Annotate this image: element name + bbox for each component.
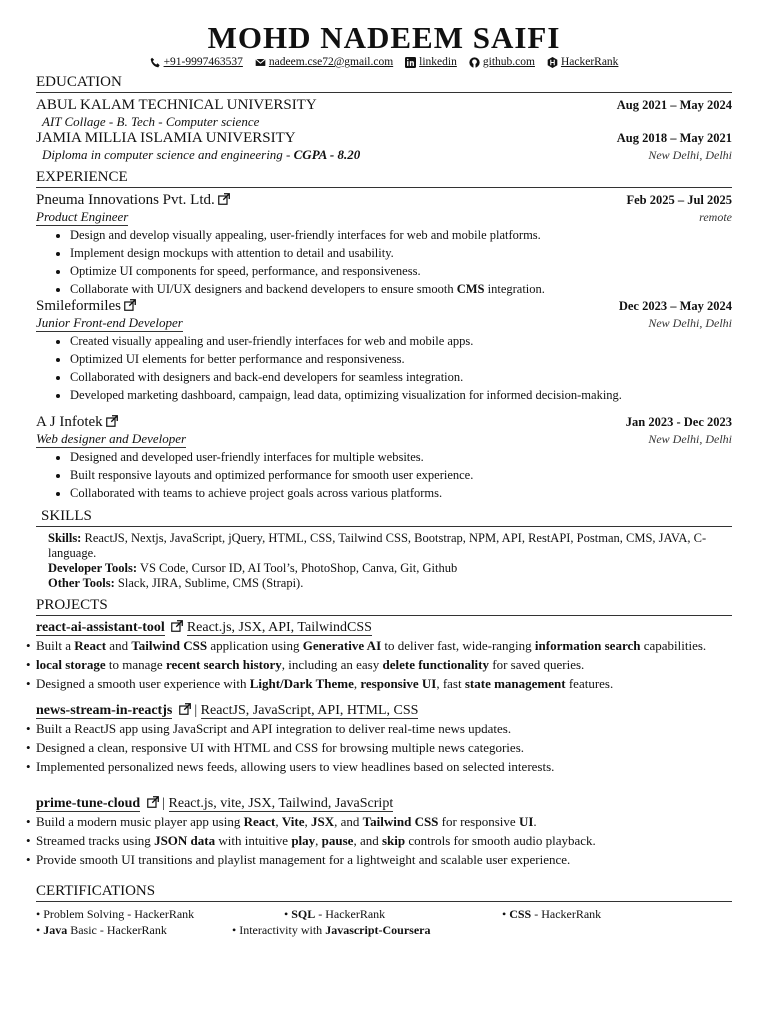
t: to manage: [105, 657, 166, 672]
exp-company-name: A J Infotek: [36, 414, 103, 430]
list-item: • Designed and developed user-friendly interfaces for multiple websites.: [70, 448, 732, 466]
list-item: • Designed a clean, responsive UI with HTML and CSS for browsing multiple news categories.: [26, 738, 732, 757]
b: Java: [43, 923, 68, 937]
b: Generative AI: [302, 638, 382, 653]
edu-institution: ABUL KALAM TECHNICAL UNIVERSITY: [36, 97, 317, 113]
hackerrank-link[interactable]: HackerRank: [560, 56, 619, 68]
resume-page: [36, 20, 732, 938]
contact-phone[interactable]: [150, 56, 243, 68]
t: ,: [315, 833, 322, 848]
phone-link[interactable]: +91-9997463537: [163, 56, 243, 68]
email-link[interactable]: nadeem.cse72@gmail.com: [268, 56, 394, 68]
list-item: • Created visually appealing and user-friendly interfaces for web and mobile apps.: [70, 332, 732, 350]
list-item: [26, 812, 732, 831]
list-item: • Collaborated with designers and back-end developers for seamless integration.: [70, 368, 732, 386]
t: Interactivity with: [239, 923, 326, 937]
t: , including an easy: [281, 657, 383, 672]
external-link-icon[interactable]: [106, 415, 118, 427]
phone-icon: [150, 57, 161, 68]
list-item: • Collaborated with teams to achieve project goals across various platforms.: [70, 484, 732, 502]
exp-location: New Delhi, Delhi: [648, 316, 732, 330]
t: features.: [565, 676, 614, 691]
experience-heading: EXPERIENCE: [36, 169, 732, 188]
edu-row-1: [36, 97, 732, 114]
external-link-icon[interactable]: [124, 299, 136, 311]
t: Build a modern music player app using: [36, 814, 244, 829]
exp-company[interactable]: [36, 414, 118, 431]
edu-dates: Aug 2021 – May 2024: [616, 98, 732, 112]
b: JSON data: [154, 833, 216, 848]
b: Light/Dark Theme: [249, 676, 354, 691]
hackerrank-icon: [547, 57, 558, 68]
b: recent search history: [165, 657, 282, 672]
t: ,: [275, 814, 282, 829]
external-link-icon[interactable]: [218, 193, 230, 205]
exp-role: Product Engineer: [36, 209, 129, 224]
contact-linkedin[interactable]: [405, 56, 457, 68]
edu-cgpa: CGPA - 8.20: [293, 147, 361, 162]
b: JSX: [311, 814, 335, 829]
list-item: [26, 674, 732, 693]
b: CSS: [509, 907, 532, 921]
b: React: [243, 814, 276, 829]
external-link-icon[interactable]: [147, 796, 159, 808]
exp-row-2: [36, 298, 732, 315]
t: Problem Solving - HackerRank: [43, 907, 195, 921]
list-item: • Optimize UI components for speed, performance, and responsiveness.: [70, 262, 732, 280]
cert-item: [284, 906, 502, 922]
t: - HackerRank: [315, 907, 386, 921]
t: - HackerRank: [531, 907, 602, 921]
list-item: [26, 655, 732, 674]
t: , and: [353, 833, 382, 848]
project-bullets: [36, 812, 732, 869]
certifications-heading: CERTIFICATIONS: [36, 883, 732, 902]
other-tools-line: [48, 576, 732, 591]
exp-company-name: Pneuma Innovations Pvt. Ltd.: [36, 192, 215, 208]
project-bullets: [36, 719, 732, 776]
exp-dates: Jan 2023 - Dec 2023: [625, 415, 732, 429]
exp-dates: Dec 2023 – May 2024: [618, 299, 732, 313]
skills-heading: SKILLS: [36, 508, 732, 527]
bullet-text: integration.: [484, 282, 545, 296]
list-item: • Developed marketing dashboard, campaign, lead data, optimizing visualization for informed decision-making.: [70, 386, 732, 404]
list-item: • Design and develop visually appealing, user-friendly interfaces for web and mobile platforms.: [70, 226, 732, 244]
t: , and: [334, 814, 363, 829]
list-item: [70, 280, 732, 298]
candidate-name: MOHD NADEEM SAIFI: [207, 20, 561, 55]
edu-degree-text: Diploma in computer science and engineering -: [42, 147, 294, 162]
skills-block: [36, 531, 732, 591]
list-item: • Implemented personalized news feeds, allowing users to view headlines based on selected interests.: [26, 757, 732, 776]
project-tech: ReactJS, JavaScript, API, HTML, CSS: [200, 703, 419, 718]
project-bullets: [36, 636, 732, 693]
contact-github[interactable]: [469, 56, 535, 68]
edu-institution: JAMIA MILLIA ISLAMIA UNIVERSITY: [36, 130, 296, 146]
separator: |: [190, 703, 201, 718]
list-item: • Built responsive layouts and optimized performance for smooth user experience.: [70, 466, 732, 484]
dev-tools-line: [48, 561, 732, 576]
exp-company[interactable]: [36, 192, 230, 209]
project-title-3: [36, 796, 732, 812]
contact-email[interactable]: [255, 56, 393, 68]
b: Tailwind CSS: [362, 814, 439, 829]
github-link[interactable]: github.com: [482, 56, 535, 68]
t: , fast: [436, 676, 465, 691]
contact-bar: [36, 56, 732, 68]
exp-role-row-1: [36, 209, 732, 226]
project-link[interactable]: news-stream-in-reactjs: [36, 703, 173, 718]
github-icon: [469, 57, 480, 68]
t: for saved queries.: [489, 657, 585, 672]
b: information search: [534, 638, 641, 653]
b: Vite: [281, 814, 305, 829]
linkedin-icon: [405, 57, 416, 68]
t: ,: [353, 676, 361, 691]
skills-line: [48, 531, 732, 561]
edu-location: New Delhi, Delhi: [648, 148, 732, 162]
t: for responsive: [438, 814, 519, 829]
t: capabilities.: [640, 638, 707, 653]
project-title-1: [36, 620, 732, 636]
b: local storage: [36, 657, 106, 672]
t: .: [533, 814, 537, 829]
cert-grid: [36, 906, 732, 938]
b: SQL: [291, 907, 316, 921]
exp-row-1: [36, 192, 732, 209]
t: application using: [207, 638, 303, 653]
exp-row-3: [36, 414, 732, 431]
edu-row-2: [36, 130, 732, 147]
exp-role-row-3: [36, 431, 732, 448]
list-item: [26, 831, 732, 850]
linkedin-link[interactable]: linkedin: [419, 56, 457, 68]
b: delete functionality: [382, 657, 489, 672]
skills-label: Skills:: [48, 531, 82, 545]
exp-role-row-2: [36, 315, 732, 332]
project-link[interactable]: react-ai-assistant-tool: [36, 620, 165, 635]
exp-company[interactable]: [36, 298, 136, 315]
bullet-bold: CMS: [456, 282, 485, 296]
t: Basic - HackerRank: [67, 923, 167, 937]
skills-value: ReactJS, Nextjs, JavaScript, jQuery, HTML, CSS, Tailwind CSS, Bootstrap, NPM, API, RestAPI, Postman, CMS, JAVA, C-language.: [48, 531, 707, 560]
dev-tools-value: VS Code, Cursor ID, AI Tool’s, PhotoShop, Canva, Git, Github: [137, 561, 458, 575]
t: ,: [304, 814, 311, 829]
cert-item: [232, 922, 732, 938]
b: UI: [518, 814, 534, 829]
edu-sub-row-1: [36, 114, 732, 130]
separator: |: [158, 796, 169, 811]
t: and: [106, 638, 132, 653]
other-tools-label: Other Tools:: [48, 576, 115, 590]
t: Designed a smooth user experience with: [36, 676, 250, 691]
list-item: • Provide smooth UI transitions and playlist management for a lightweight and scalable user experience.: [26, 850, 732, 869]
exp-role: Junior Front-end Developer: [36, 315, 183, 330]
edu-dates: Aug 2018 – May 2021: [616, 131, 732, 145]
exp-bullets: [36, 448, 732, 502]
dev-tools-label: Developer Tools:: [48, 561, 138, 575]
edu-degree: [42, 147, 360, 163]
b: pause: [321, 833, 354, 848]
project-title-2: [36, 703, 732, 719]
edu-degree: AIT Collage - B. Tech - Computer science: [42, 114, 260, 129]
t: to deliver fast, wide-ranging: [381, 638, 535, 653]
exp-location: remote: [699, 210, 732, 224]
exp-company-name: Smileformiles: [36, 298, 121, 314]
envelope-icon: [255, 57, 266, 68]
b: React: [74, 638, 107, 653]
project-tech: Reac​t.js, vite, JSX, Tailwind, JavaScript: [168, 796, 394, 811]
edu-sub-row-2: [36, 147, 732, 163]
b: state management: [464, 676, 566, 691]
list-item: [26, 636, 732, 655]
b: skip: [381, 833, 406, 848]
t: with intuitive: [215, 833, 292, 848]
education-heading: EDUCATION: [36, 74, 732, 93]
b: responsive UI: [360, 676, 437, 691]
list-item: • Built a ReactJS app using JavaScript and API integration to deliver real-time news updates.: [26, 719, 732, 738]
external-link-icon[interactable]: [171, 620, 183, 632]
projects-heading: PROJECTS: [36, 597, 732, 616]
exp-bullets: [36, 332, 732, 404]
t: controls for smooth audio playback.: [405, 833, 596, 848]
b: play: [291, 833, 316, 848]
t: Built a: [36, 638, 75, 653]
list-item: • Implement design mockups with attention to detail and usability.: [70, 244, 732, 262]
list-item: • Optimized UI elements for better performance and responsiveness.: [70, 350, 732, 368]
exp-dates: Feb 2025 – Jul 2025: [626, 193, 732, 207]
exp-location: New Delhi, Delhi: [648, 432, 732, 446]
t: Streamed tracks using: [36, 833, 155, 848]
cert-item: [502, 906, 732, 922]
b: Tailwind CSS: [131, 638, 208, 653]
project-link[interactable]: prime-tune-cloud: [36, 796, 141, 811]
contact-hackerrank[interactable]: [547, 56, 618, 68]
cert-item: [36, 906, 284, 922]
project-tech: React.js, JSX, API, TailwindCSS: [186, 620, 372, 635]
other-tools-value: Slack, JIRA, Sublime, CMS (Strapi).: [114, 576, 304, 590]
bullet-text: Collaborate with UI/UX designers and backend developers to ensure smooth: [70, 282, 457, 296]
external-link-icon[interactable]: [179, 703, 191, 715]
exp-bullets: [36, 226, 732, 298]
b: Javascript-Coursera: [325, 923, 431, 937]
exp-role: Web designer and Developer: [36, 431, 187, 446]
